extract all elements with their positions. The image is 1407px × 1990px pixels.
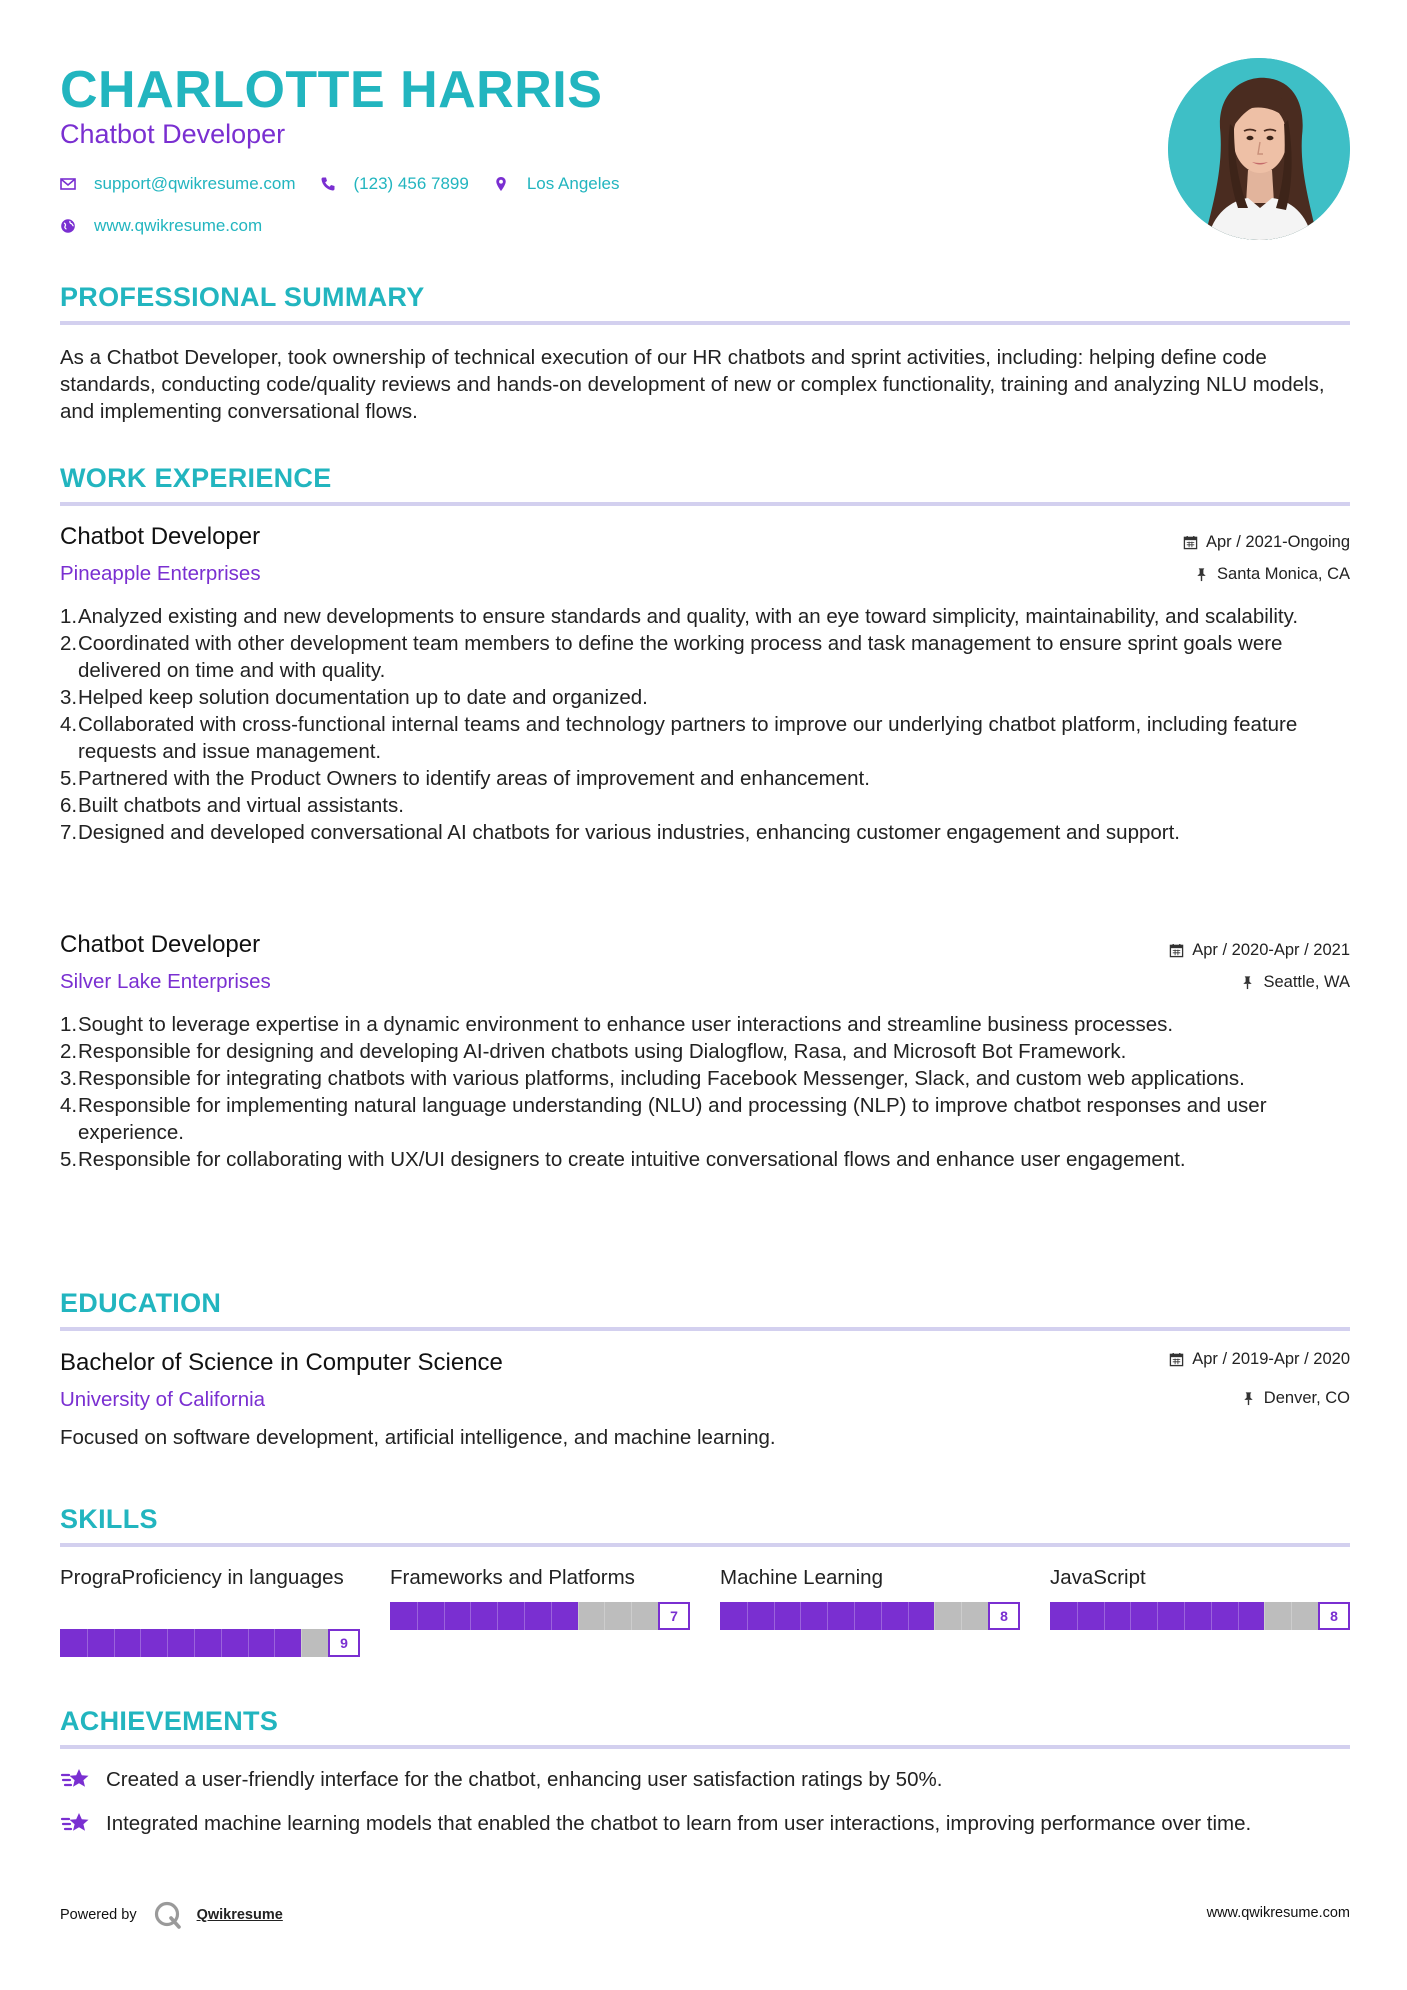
achievement-item [60,1810,1350,1838]
education-heading: EDUCATION [60,1288,222,1318]
achievement-text: Created a user-friendly interface for the chatbot, enhancing user satisfaction ratings by 50%. [106,1768,943,1791]
list-item: 1. Analyzed existing and new developments to ensure standards and quality, with an eye toward simplicity, maintainability, and scalability. [60,605,1299,628]
footer-powered-by [60,1900,283,1930]
skill-segment-divider [87,1629,88,1657]
contact-location [493,174,620,194]
achievement-item [60,1766,1350,1794]
skill-segment-divider [881,1602,882,1630]
list-item: 3. Helped keep solution documentation up to date and organized. [60,686,648,709]
education-dates [1169,1350,1350,1369]
skill-segment-divider [934,1602,935,1630]
section-divider [60,321,1350,325]
job-location [1240,973,1350,992]
location-text: Santa Monica, CA [1217,565,1350,583]
skill-meter [390,1602,690,1630]
skill-segment-divider [524,1602,525,1630]
skill-segment-divider [631,1602,632,1630]
contact-phone[interactable] [320,174,469,194]
skill-name: JavaScript [1050,1566,1146,1589]
location-text: Los Angeles [526,174,620,193]
powered-by-label: Powered by [60,1907,137,1923]
dates-text: Apr / 2020-Apr / 2021 [1192,941,1350,959]
list-item: 2. Coordinated with other development team members to define the working process and task management to ensure sprint goals were delivered on time and with quality. [60,632,1283,682]
skill-segment-divider [194,1629,195,1657]
job-bullets [60,1011,1350,1173]
skill-segment-divider [301,1629,302,1657]
skill-name: PrograProficiency in languages [60,1566,344,1589]
section-divider [60,1745,1350,1749]
map-pin-icon [493,176,509,192]
skill-segment-divider [1077,1602,1078,1630]
calendar-icon [1169,943,1184,958]
job-dates [1183,533,1350,552]
skill-meter [1050,1602,1350,1630]
pushpin-icon [1240,975,1255,990]
skill-segment-divider [274,1629,275,1657]
skill-segment-divider [140,1629,141,1657]
dates-text: Apr / 2021-Ongoing [1205,533,1350,551]
summary-heading: PROFESSIONAL SUMMARY [60,282,425,312]
shooting-star-icon [60,1766,92,1794]
education-description: Focused on software development, artificial intelligence, and machine learning. [60,1426,776,1449]
skill-item [720,1565,1020,1624]
qwikresume-logo-icon [153,1900,183,1930]
skill-meter [720,1602,1020,1630]
envelope-icon [60,176,76,192]
skill-level-badge: 9 [328,1629,360,1657]
list-item: 4. Collaborated with cross-functional internal teams and technology partners to improve our underlying chatbot platform, including feature requests and issue management. [60,713,1298,763]
skill-meter [60,1629,360,1657]
skill-track [60,1629,328,1657]
skill-segment-divider [961,1602,962,1630]
skill-segment-divider [114,1629,115,1657]
job-title: Chatbot Developer [60,931,261,958]
calendar-icon [1169,1352,1184,1367]
skill-segment-divider [1157,1602,1158,1630]
skill-segment-divider [470,1602,471,1630]
skill-segment-divider [908,1602,909,1630]
skill-segment-divider [444,1602,445,1630]
job-location [1194,565,1350,584]
degree-title: Bachelor of Science in Computer Science [60,1349,503,1376]
location-text: Seattle, WA [1263,973,1350,991]
skill-fill [390,1602,578,1630]
section-divider [60,1327,1350,1331]
candidate-name: CHARLOTTE HARRIS [60,61,603,119]
skill-segment-divider [1238,1602,1239,1630]
skill-segment-divider [747,1602,748,1630]
skill-name: Machine Learning [720,1566,883,1589]
skill-segment-divider [248,1629,249,1657]
phone-text: (123) 456 7899 [353,174,469,193]
skill-level-badge: 8 [988,1602,1020,1630]
list-item: 6. Built chatbots and virtual assistants. [60,794,404,817]
section-divider [60,1543,1350,1547]
list-item: 7. Designed and developed conversational AI chatbots for various industries, enhancing customer engagement and support. [60,821,1181,844]
section-divider [60,502,1350,506]
list-item: 4. Responsible for implementing natural language understanding (NLU) and processing (NLP) to improve chatbot responses and user experience. [60,1094,1267,1144]
skill-item [60,1565,360,1651]
summary-text: As a Chatbot Developer, took ownership of technical execution of our HR chatbots and sprint activities, including: helping define code standards, conducting code/quality reviews and hands-on development of new or complex functionality, training and analyzing NLU models, and implementing conversational flows. [60,346,1325,423]
phone-icon [320,176,336,192]
list-item: 5. Partnered with the Product Owners to identify areas of improvement and enhancement. [60,767,870,790]
achievements-heading: ACHIEVEMENTS [60,1706,279,1736]
list-item: 2. Responsible for designing and developing AI-driven chatbots using Dialogflow, Rasa, and Microsoft Bot Framework. [60,1040,1127,1063]
skill-segment-divider [604,1602,605,1630]
achievement-text: Integrated machine learning models that enabled the chatbot to learn from user interactions, improving performance over time. [106,1812,1252,1835]
job-dates [1169,941,1350,960]
shooting-star-icon [60,1810,92,1838]
contact-email[interactable] [60,174,296,194]
skill-item [390,1565,690,1624]
pushpin-icon [1194,567,1209,582]
skill-segment-divider [827,1602,828,1630]
skill-segment-divider [551,1602,552,1630]
skill-track [390,1602,658,1630]
calendar-icon [1183,535,1198,550]
skill-item [1050,1565,1350,1624]
skill-segment-divider [854,1602,855,1630]
skill-segment-divider [1211,1602,1212,1630]
skill-segment-divider [1264,1602,1265,1630]
website-text: www.qwikresume.com [94,216,263,235]
experience-heading: WORK EXPERIENCE [60,463,332,493]
skill-segment-divider [417,1602,418,1630]
job-company: Silver Lake Enterprises [60,970,271,993]
job-company: Pineapple Enterprises [60,562,261,585]
skill-fill [60,1629,301,1657]
skill-segment-divider [221,1629,222,1657]
list-item: 5. Responsible for collaborating with UX/UI designers to create intuitive conversational flows and enhance user engagement. [60,1148,1186,1171]
portrait-image [1168,58,1350,240]
globe-icon [60,218,76,234]
skill-segment-divider [578,1602,579,1630]
school-name: University of California [60,1388,266,1411]
contact-row-website [60,216,286,236]
job-title: Chatbot Developer [60,523,261,550]
skills-heading: SKILLS [60,1504,158,1534]
skill-segment-divider [1184,1602,1185,1630]
contact-row [60,174,643,194]
profile-photo [1168,58,1350,240]
skill-track [720,1602,988,1630]
pushpin-icon [1241,1391,1256,1406]
list-item: 1. Sought to leverage expertise in a dynamic environment to enhance user interactions and streamline business processes. [60,1013,1174,1036]
skill-segment-divider [800,1602,801,1630]
skill-segment-divider [1104,1602,1105,1630]
email-text: support@qwikresume.com [94,174,296,193]
job-bullets [60,603,1350,846]
list-item: 3. Responsible for integrating chatbots with various platforms, including Facebook Messenger, Slack, and custom web applications. [60,1067,1245,1090]
dates-text: Apr / 2019-Apr / 2020 [1192,1350,1350,1368]
skill-level-badge: 8 [1318,1602,1350,1630]
education-location [1241,1389,1350,1408]
skill-segment-divider [1291,1602,1292,1630]
skill-track [1050,1602,1318,1630]
location-text: Denver, CO [1263,1389,1350,1407]
skill-segment-divider [497,1602,498,1630]
brand-link[interactable]: Qwikresume [196,1907,283,1923]
contact-website[interactable] [60,216,262,236]
footer-website[interactable]: www.qwikresume.com [1206,1905,1350,1921]
skill-level-badge: 7 [658,1602,690,1630]
skill-segment-divider [1130,1602,1131,1630]
candidate-role: Chatbot Developer [60,119,286,149]
skill-segment-divider [167,1629,168,1657]
skill-name: Frameworks and Platforms [390,1566,635,1589]
skill-segment-divider [774,1602,775,1630]
